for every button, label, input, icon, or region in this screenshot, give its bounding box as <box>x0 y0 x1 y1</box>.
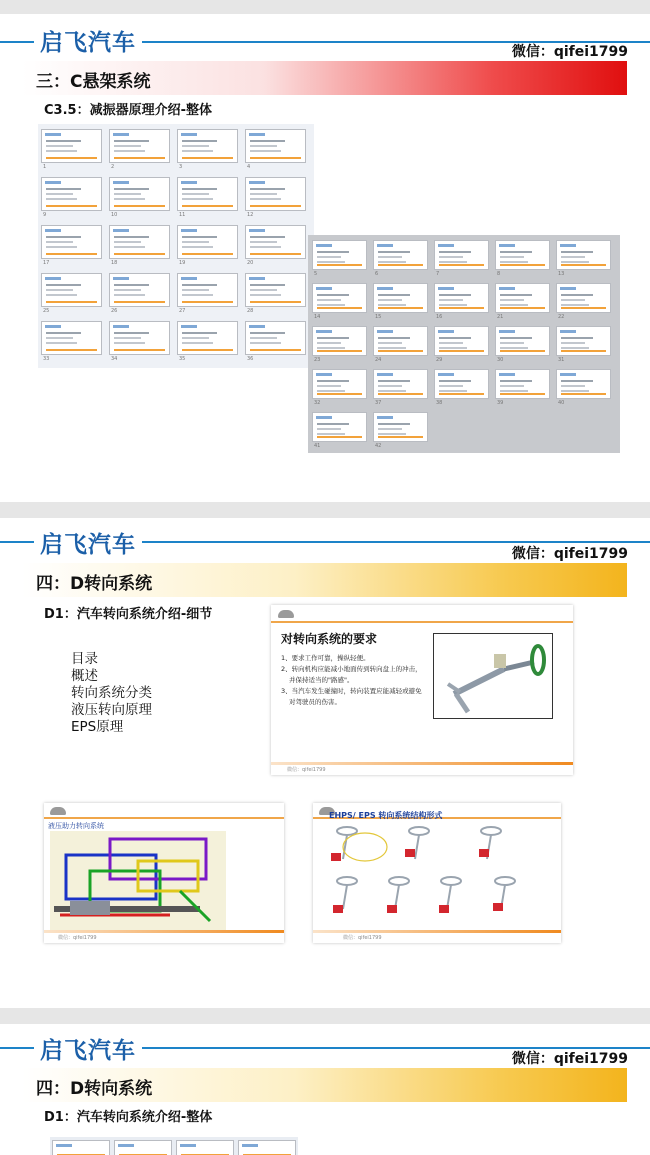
slide-footer-text: 微信：qifei1799 <box>58 935 97 941</box>
slide-number: 22 <box>558 314 565 320</box>
slide-thumbnail <box>177 225 238 259</box>
slide-thumbnail <box>52 1140 110 1155</box>
page-suspension <box>0 0 650 498</box>
slide-number: 4 <box>247 164 251 170</box>
slide-thumbnail <box>312 326 367 356</box>
slide-thumbnail <box>312 240 367 270</box>
section-title: 四：D转向系统 <box>36 1079 153 1099</box>
slide-thumbnail <box>556 369 611 399</box>
slide-number: 33 <box>43 356 50 362</box>
slide-number: 2 <box>111 164 115 170</box>
slide-thumbnail <box>434 326 489 356</box>
slide-thumbnail <box>373 283 428 313</box>
slide-bullet: 2、转向机构应能减小地面传到转向盘上的冲击， <box>281 665 422 673</box>
slide-title: 液压助力转向系统 <box>48 822 104 830</box>
toc-item: 目录 <box>71 651 98 667</box>
section-subtitle: D1：汽车转向系统介绍-整体 <box>44 1110 213 1125</box>
slide-number: 26 <box>111 308 118 314</box>
slide-number: 20 <box>247 260 254 266</box>
slide-number: 24 <box>375 357 382 363</box>
slide-thumbnail <box>434 240 489 270</box>
slide-thumbnail <box>434 369 489 399</box>
slide-number: 14 <box>314 314 321 320</box>
slide-thumbnail <box>177 321 238 355</box>
slide-number: 13 <box>558 271 565 277</box>
slide-number: 1 <box>43 164 47 170</box>
slide-thumbnail <box>312 283 367 313</box>
page-steering-overview <box>0 1024 650 1155</box>
slide-thumbnail <box>41 321 102 355</box>
slide-thumbnail <box>109 273 170 307</box>
slide-thumbnail <box>373 412 428 442</box>
slide-thumbnail <box>109 177 170 211</box>
brand-logo-text: 启飞汽车 <box>34 1032 142 1065</box>
slide-number: 41 <box>314 443 321 449</box>
slide-header-rule <box>44 817 284 819</box>
slide-thumbnail <box>556 240 611 270</box>
slide-number: 31 <box>558 357 565 363</box>
slide-number: 29 <box>436 357 443 363</box>
section-band <box>22 563 627 597</box>
slide-thumbnail <box>245 273 306 307</box>
slide-number: 36 <box>247 356 254 362</box>
eps-variants-illustration <box>323 823 551 931</box>
slide-number: 9 <box>43 212 47 218</box>
slide-header-rule <box>271 621 573 623</box>
slide-thumbnail <box>556 326 611 356</box>
slide-number: 19 <box>179 260 186 266</box>
brand-logo-text: 启飞汽车 <box>34 526 142 559</box>
section-band <box>22 1068 627 1102</box>
slide-number: 30 <box>497 357 504 363</box>
slide-number: 27 <box>179 308 186 314</box>
slide-bullet: 对驾驶员的伤害。 <box>289 698 341 706</box>
slide-footer-bar <box>44 930 284 933</box>
toc-item: EPS原理 <box>71 719 124 735</box>
section-band <box>22 61 627 95</box>
slide-thumbnail <box>177 177 238 211</box>
slide-number: 5 <box>314 271 318 277</box>
wechat-id: 微信：qifei1799 <box>511 1051 628 1067</box>
car-logo-icon <box>50 807 66 815</box>
slide-number: 42 <box>375 443 382 449</box>
slide-thumbnail <box>245 321 306 355</box>
section-title: 三：C悬架系统 <box>36 72 151 92</box>
slide-number: 38 <box>436 400 443 406</box>
toc-item: 概述 <box>71 668 98 684</box>
slide-hydraulic-steering <box>44 803 284 943</box>
slide-thumbnail <box>373 326 428 356</box>
slide-ehps-eps <box>313 803 561 943</box>
slide-number: 18 <box>111 260 118 266</box>
slide-number: 17 <box>43 260 50 266</box>
slide-thumbnail <box>41 129 102 163</box>
slide-thumbnail <box>434 283 489 313</box>
slide-thumbnail <box>109 129 170 163</box>
slide-footer-bar <box>271 762 573 765</box>
slide-number: 28 <box>247 308 254 314</box>
section-subtitle: C3.5：减振器原理介绍-整体 <box>44 103 212 118</box>
slide-number: 10 <box>111 212 118 218</box>
slide-number: 12 <box>247 212 254 218</box>
slide-number: 34 <box>111 356 118 362</box>
slide-thumbnail <box>109 321 170 355</box>
slide-thumbnail <box>177 273 238 307</box>
slide-thumbnail <box>312 412 367 442</box>
slide-steering-requirements <box>271 605 573 775</box>
slide-title: 对转向系统的要求 <box>281 632 378 646</box>
slide-thumbnail <box>177 129 238 163</box>
slide-number: 32 <box>314 400 321 406</box>
hydraulic-diagram <box>50 831 226 931</box>
slide-title: EHPS/ EPS 转向系统结构形式 <box>329 811 443 820</box>
thumb-strip <box>50 1137 298 1155</box>
slide-thumbnail <box>312 369 367 399</box>
slide-thumbnail <box>495 369 550 399</box>
slide-bullet: 并保持适当的"路感"。 <box>289 676 354 684</box>
slide-number: 40 <box>558 400 565 406</box>
steering-column-image <box>433 633 553 719</box>
slide-thumbnail <box>41 273 102 307</box>
slide-thumbnail <box>41 177 102 211</box>
slide-thumbnail <box>495 283 550 313</box>
slide-footer-bar <box>313 930 561 933</box>
slide-thumbnail <box>495 240 550 270</box>
toc-item: 液压转向原理 <box>71 702 152 718</box>
slide-thumbnail <box>245 129 306 163</box>
car-logo-icon <box>278 610 294 618</box>
page-separator <box>0 1008 650 1024</box>
slide-thumbnail <box>109 225 170 259</box>
slide-footer-text: 微信：qifei1799 <box>343 935 382 941</box>
toc-item: 转向系统分类 <box>71 685 152 701</box>
slide-number: 6 <box>375 271 379 277</box>
slide-thumbnail <box>373 240 428 270</box>
slide-footer-text: 微信：qifei1799 <box>287 767 326 773</box>
slide-thumbnail <box>114 1140 172 1155</box>
section-title: 四：D转向系统 <box>36 574 153 594</box>
slide-number: 35 <box>179 356 186 362</box>
top-bar <box>0 0 650 14</box>
slide-thumbnail <box>495 326 550 356</box>
slide-number: 25 <box>43 308 50 314</box>
slide-bullet: 1、要求工作可靠，操纵轻便。 <box>281 654 370 662</box>
slide-number: 39 <box>497 400 504 406</box>
slide-thumbnail <box>556 283 611 313</box>
wechat-id: 微信：qifei1799 <box>511 44 628 60</box>
page-separator <box>0 502 650 518</box>
brand-logo-text: 启飞汽车 <box>34 24 142 57</box>
slide-number: 3 <box>179 164 183 170</box>
slide-thumbnail <box>245 177 306 211</box>
page-steering-detail <box>0 518 650 1008</box>
slide-number: 11 <box>179 212 186 218</box>
slide-thumbnail <box>245 225 306 259</box>
slide-number: 37 <box>375 400 382 406</box>
slide-number: 15 <box>375 314 382 320</box>
table-of-contents <box>71 651 152 736</box>
slide-thumbnail <box>238 1140 296 1155</box>
slide-thumbnail <box>176 1140 234 1155</box>
slide-number: 21 <box>497 314 504 320</box>
wechat-id: 微信：qifei1799 <box>511 546 628 562</box>
slide-number: 7 <box>436 271 440 277</box>
slide-bullet: 3、当汽车发生碰撞时，转向装置应能减轻或避免 <box>281 687 422 695</box>
slide-thumbnail <box>41 225 102 259</box>
slide-thumbnail <box>373 369 428 399</box>
slide-number: 23 <box>314 357 321 363</box>
slide-number: 8 <box>497 271 501 277</box>
section-subtitle: D1：汽车转向系统介绍-细节 <box>44 607 213 622</box>
slide-body <box>281 653 441 708</box>
slide-number: 16 <box>436 314 443 320</box>
